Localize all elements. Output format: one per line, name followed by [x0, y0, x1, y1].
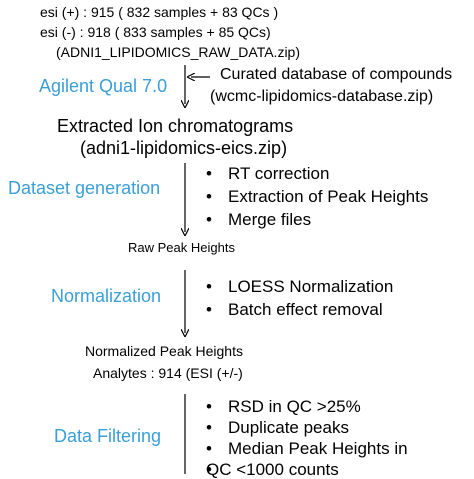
analytes-count: Analytes : 914 (ESI (+/-) — [93, 365, 243, 381]
normalized-peak-heights: Normalized Peak Heights — [85, 343, 243, 359]
raw-data-file: (ADNI1_LIPIDOMICS_RAW_DATA.zip) — [56, 44, 301, 60]
step-label-agilent-qual: Agilent Qual 7.0 — [39, 76, 168, 96]
bullet-rt-correction: • RT correction — [206, 165, 428, 182]
bullet-qc-counts: • QC <1000 counts — [206, 461, 408, 478]
bullet-batch-effect-removal: • Batch effect removal — [206, 301, 393, 318]
bullet-loess-normalization: • LOESS Normalization — [206, 278, 393, 295]
bullet-rsd-in-qc: • RSD in QC >25% — [206, 398, 408, 415]
bullet-extraction-peak-heights: • Extraction of Peak Heights — [206, 188, 428, 205]
step-label-dataset-generation: Dataset generation — [8, 178, 161, 198]
database-file: (wcmc-lipidomics-database.zip) — [210, 88, 434, 105]
esi-negative-count: esi (-) : 918 ( 833 samples + 85 QCs) — [40, 24, 271, 40]
eics-file: (adni1-lipidomics-eics.zip) — [80, 138, 288, 158]
step-label-data-filtering: Data Filtering — [54, 426, 162, 446]
bullet-median-peak-heights: • Median Peak Heights in — [206, 440, 408, 457]
bullet-merge-files: • Merge files — [206, 211, 428, 228]
esi-positive-count: esi (+) : 915 ( 832 samples + 83 QCs ) — [40, 4, 279, 20]
bullet-duplicate-peaks: • Duplicate peaks — [206, 419, 408, 436]
step-label-normalization: Normalization — [51, 286, 162, 306]
raw-peak-heights: Raw Peak Heights — [128, 240, 235, 255]
eics-title: Extracted Ion chromatograms — [57, 116, 294, 136]
database-title: Curated database of compounds — [220, 66, 453, 83]
